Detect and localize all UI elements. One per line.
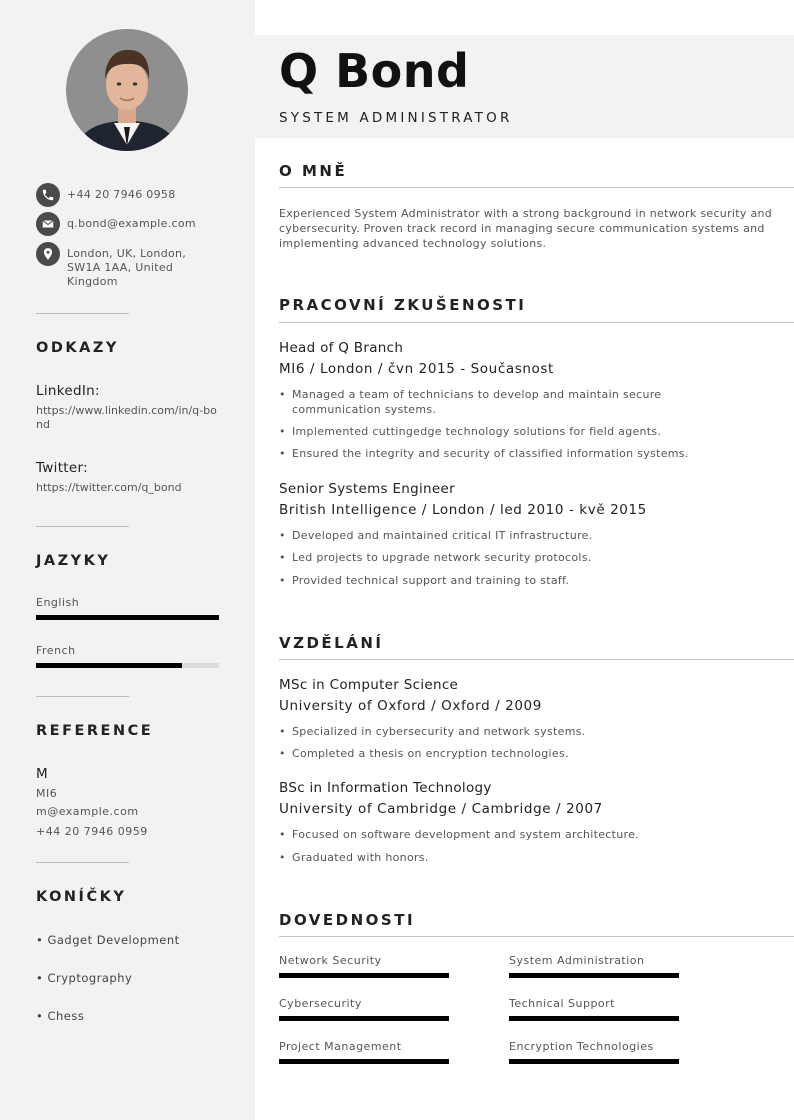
degree-title: BSc in Information Technology [279, 780, 492, 796]
reference-org: MI6 [36, 787, 58, 800]
skill-name: Technical Support [509, 997, 615, 1010]
experience-heading: PRACOVNÍ ZKUŠENOSTI [279, 296, 527, 314]
linkedin-label: LinkedIn: [36, 383, 100, 399]
sidebar [0, 0, 255, 1120]
reference-name: M [36, 766, 48, 782]
section-rule [279, 659, 794, 660]
skill-name: Cybersecurity [279, 997, 362, 1010]
job-employer: MI6 / London / čvn 2015 - Současnost [279, 361, 554, 377]
linkedin-link[interactable]: https://www.linkedin.com/in/q-bond [36, 404, 217, 431]
contact-email [36, 212, 196, 236]
about-text: Experienced System Administrator with a strong background in network security and cybersecurity. Proven track record in managing secure communication systems and implementing advanced technology solutions. [279, 207, 773, 250]
section-rule [279, 187, 794, 188]
hobby-item: • Chess [36, 1009, 85, 1023]
education-heading: VZDĚLÁNÍ [279, 634, 384, 652]
degree-school: University of Cambridge / Cambridge / 2007 [279, 801, 603, 817]
job-bullet: • Managed a team of technicians to develop and maintain secure communication systems. [279, 387, 749, 417]
sidebar-divider [36, 313, 129, 314]
hobby-label: Cryptography [47, 971, 133, 985]
hobby-item: • Gadget Development [36, 933, 180, 947]
job-bullet: • Implemented cuttingedge technology solutions for field agents. [279, 424, 749, 439]
hobby-label: Gadget Development [47, 933, 180, 947]
email-text: q.bond@example.com [67, 217, 196, 230]
language-level-fill [36, 663, 182, 668]
twitter-link[interactable]: https://twitter.com/q_bond [36, 481, 182, 494]
skill-bar [279, 973, 449, 978]
about-heading: O MNĚ [279, 162, 348, 180]
address-line-2: SW1A 1AA, United [67, 261, 174, 274]
language-name: English [36, 596, 80, 609]
language-level-bar [36, 615, 219, 620]
skill-name: Project Management [279, 1040, 402, 1053]
job-title: Senior Systems Engineer [279, 481, 455, 497]
skill-bar [509, 1059, 679, 1064]
hobbies-heading: KONÍČKY [36, 889, 127, 905]
skills-heading: DOVEDNOSTI [279, 911, 416, 929]
reference-phone: +44 20 7946 0959 [36, 825, 148, 838]
skill-bar [509, 973, 679, 978]
degree-school: University of Oxford / Oxford / 2009 [279, 698, 542, 714]
skill-bar [279, 1059, 449, 1064]
skill-name: Network Security [279, 954, 382, 967]
language-level-fill [36, 615, 219, 620]
language-name: French [36, 644, 76, 657]
job-employer: British Intelligence / London / led 2010 - kvě 2015 [279, 502, 647, 518]
contact-phone [36, 183, 176, 207]
profile-photo [66, 29, 188, 151]
language-level-bar [36, 663, 219, 668]
location-pin-icon [36, 242, 60, 266]
degree-bullet: • Graduated with honors. [279, 850, 749, 865]
job-title: Head of Q Branch [279, 340, 404, 356]
sidebar-divider [36, 696, 129, 697]
candidate-role: SYSTEM ADMINISTRATOR [279, 110, 513, 126]
reference-email: m@example.com [36, 805, 139, 818]
skill-name: Encryption Technologies [509, 1040, 654, 1053]
degree-bullet: • Specialized in cybersecurity and network systems. [279, 724, 749, 739]
job-bullet: • Provided technical support and training to staff. [279, 573, 749, 588]
skill-name: System Administration [509, 954, 645, 967]
reference-heading: REFERENCE [36, 723, 154, 739]
candidate-name: Q Bond [279, 44, 470, 98]
degree-title: MSc in Computer Science [279, 677, 459, 693]
sidebar-divider [36, 862, 129, 863]
sidebar-divider [36, 526, 129, 527]
job-bullet: • Ensured the integrity and security of classified information systems. [279, 446, 749, 461]
phone-icon [36, 183, 60, 207]
hobby-item: • Cryptography [36, 971, 133, 985]
address-line-1: London, UK, London, [67, 247, 187, 260]
hobby-label: Chess [47, 1009, 85, 1023]
section-rule [279, 322, 794, 323]
job-bullet: • Developed and maintained critical IT infrastructure. [279, 528, 749, 543]
languages-heading: JAZYKY [36, 553, 111, 569]
links-heading: ODKAZY [36, 340, 119, 356]
job-bullet: • Led projects to upgrade network security protocols. [279, 550, 749, 565]
envelope-icon [36, 212, 60, 236]
degree-bullet: • Focused on software development and system architecture. [279, 827, 749, 842]
twitter-label: Twitter: [36, 460, 88, 476]
skill-bar [509, 1016, 679, 1021]
phone-text: +44 20 7946 0958 [67, 188, 176, 201]
address-line-3: Kingdom [67, 275, 118, 288]
address-text [67, 247, 186, 289]
skill-bar [279, 1016, 449, 1021]
contact-address [36, 242, 186, 289]
section-rule [279, 936, 794, 937]
degree-bullet: • Completed a thesis on encryption technologies. [279, 746, 749, 761]
